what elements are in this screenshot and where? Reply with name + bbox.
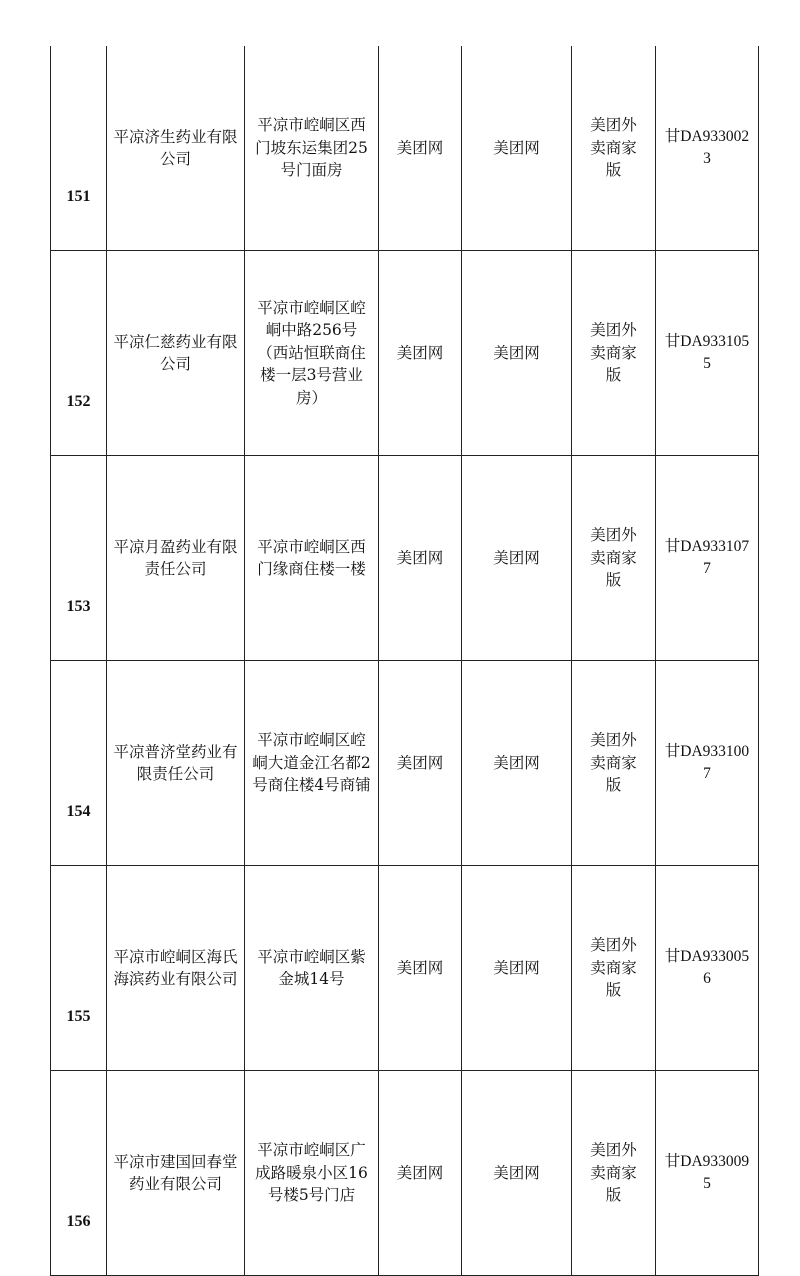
platform-name: 美团网 — [379, 1071, 462, 1276]
company-name: 平凉月盈药业有限责任公司 — [107, 456, 245, 661]
table-row — [51, 456, 759, 661]
license-number: 甘DA9331055 — [656, 251, 759, 456]
platform-name: 美团网 — [379, 661, 462, 866]
platform-operator: 美团网 — [462, 866, 572, 1071]
company-address: 平凉市崆峒区崆峒大道金江名都2号商住楼4号商铺 — [245, 661, 379, 866]
platform-name: 美团网 — [379, 866, 462, 1071]
platform-operator: 美团网 — [462, 1071, 572, 1276]
platform-app-text: 美团外卖商家版 — [590, 731, 637, 795]
table-row — [51, 46, 759, 251]
row-number: 156 — [51, 1071, 107, 1276]
company-address: 平凉市崆峒区西门缘商住楼一楼 — [245, 456, 379, 661]
platform-app-text: 美团外卖商家版 — [590, 936, 637, 1000]
table-row — [51, 661, 759, 866]
pharmacy-registry-table — [50, 46, 759, 1276]
platform-operator: 美团网 — [462, 456, 572, 661]
company-address: 平凉市崆峒区西门坡东运集团25号门面房 — [245, 46, 379, 251]
company-address: 平凉市崆峒区崆峒中路256号（西站恒联商住楼一层3号营业房） — [245, 251, 379, 456]
platform-operator: 美团网 — [462, 46, 572, 251]
company-name: 平凉仁慈药业有限公司 — [107, 251, 245, 456]
platform-app — [572, 46, 656, 251]
company-name: 平凉普济堂药业有限责任公司 — [107, 661, 245, 866]
platform-name: 美团网 — [379, 46, 462, 251]
row-number: 151 — [51, 46, 107, 251]
license-number: 甘DA9331007 — [656, 661, 759, 866]
company-address: 平凉市崆峒区广成路暖泉小区16号楼5号门店 — [245, 1071, 379, 1276]
table-row — [51, 866, 759, 1071]
license-number: 甘DA9331077 — [656, 456, 759, 661]
platform-app-text: 美团外卖商家版 — [590, 1141, 637, 1205]
platform-app — [572, 251, 656, 456]
platform-app-text: 美团外卖商家版 — [590, 116, 637, 180]
row-number: 154 — [51, 661, 107, 866]
license-number: 甘DA9330023 — [656, 46, 759, 251]
platform-operator: 美团网 — [462, 661, 572, 866]
row-number: 155 — [51, 866, 107, 1071]
platform-name: 美团网 — [379, 456, 462, 661]
table-row — [51, 251, 759, 456]
row-number: 153 — [51, 456, 107, 661]
platform-operator: 美团网 — [462, 251, 572, 456]
row-number: 152 — [51, 251, 107, 456]
company-name: 平凉市建国回春堂药业有限公司 — [107, 1071, 245, 1276]
company-name: 平凉市崆峒区海氏海滨药业有限公司 — [107, 866, 245, 1071]
platform-name: 美团网 — [379, 251, 462, 456]
company-address: 平凉市崆峒区紫金城14号 — [245, 866, 379, 1071]
platform-app — [572, 661, 656, 866]
platform-app — [572, 456, 656, 661]
company-name: 平凉济生药业有限公司 — [107, 46, 245, 251]
table-row — [51, 1071, 759, 1276]
platform-app-text: 美团外卖商家版 — [590, 526, 637, 590]
platform-app — [572, 1071, 656, 1276]
license-number: 甘DA9330056 — [656, 866, 759, 1071]
platform-app-text: 美团外卖商家版 — [590, 321, 637, 385]
platform-app — [572, 866, 656, 1071]
license-number: 甘DA9330095 — [656, 1071, 759, 1276]
